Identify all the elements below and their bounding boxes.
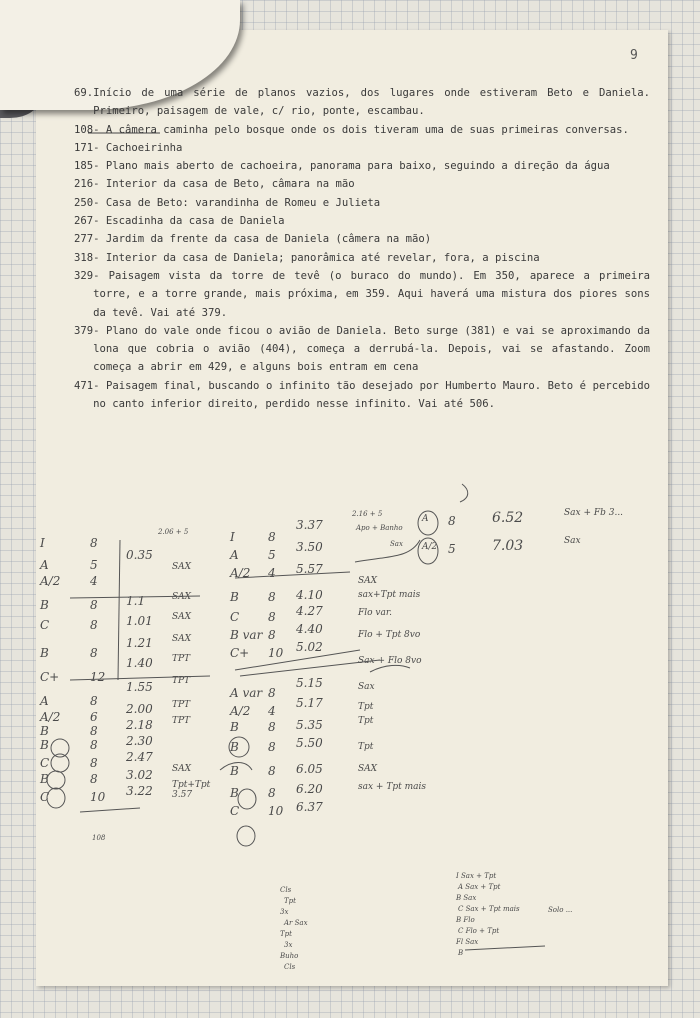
shot-entry: 318 - Interior da casa de Daniela; panorâmica até revelar, fora, a piscina	[74, 251, 540, 264]
hand-cue-letter: A	[230, 548, 239, 562]
hand-cue-letter: I	[230, 530, 235, 544]
shot-entry: 69. Início de uma série de planos vazios, dos lugares onde estiveram Beto e Daniela. Primeiro, paisagem de vale, c/ rio, ponte, escambau.	[74, 87, 650, 118]
hand-instrument: Tpt	[358, 702, 374, 712]
hand-count: 8	[90, 598, 98, 612]
hand-cue-letter: B var	[230, 628, 263, 642]
shot-entry: 185 - Plano mais aberto de cachoeira, panorama para baixo, seguindo a direção da água	[74, 160, 610, 173]
hand-instrument: SAX	[358, 764, 378, 774]
hand-time: 5.02	[296, 640, 323, 654]
hand-count: 6	[90, 710, 98, 724]
hand-time: 1.01	[126, 614, 153, 628]
hand-cue-letter: C	[230, 804, 240, 818]
hand-note: 3x	[280, 908, 289, 916]
hand-time: 1.55	[126, 680, 153, 694]
hand-count: 8	[90, 646, 98, 660]
hand-instrument: TPT	[172, 700, 191, 710]
hand-instrument: Tpt	[358, 716, 374, 726]
hand-instrument: Flo + Tpt 8vo	[358, 630, 421, 640]
hand-time: 3.37	[296, 518, 323, 532]
hand-note: Cls	[284, 963, 296, 971]
shot-entry: 329 - Paisagem vista da torre de tevê (o buraco do mundo). Em 350, aparece a primeira torre, e a torre grande, mais próxima, em 359. Aqui haverá uma mistura dos piores sons da tevê. Vai até 379.	[74, 269, 650, 319]
hand-cue-letter: B	[40, 646, 49, 660]
hand-instrument: Tpt+Tpt	[172, 780, 211, 790]
hand-count: 8	[268, 590, 276, 604]
hand-note: Fl Sax	[456, 938, 479, 946]
hand-time: 0.35	[126, 548, 153, 562]
hand-time: 5.50	[296, 736, 323, 750]
hand-cue-letter: A/2	[422, 542, 438, 552]
hand-time: 2.18	[126, 718, 153, 732]
hand-instrument: SAX	[358, 576, 378, 586]
hand-instrument: SAX	[172, 612, 192, 622]
hand-note: B	[458, 949, 464, 957]
hand-cue-letter: A/2	[230, 704, 251, 718]
hand-instrument: SAX	[172, 592, 192, 602]
hand-note: C Sax + Tpt mais	[458, 905, 520, 913]
hand-cue-letter: B	[40, 772, 49, 786]
hand-instrument: TPT	[172, 716, 191, 726]
hand-instrument: Tpt	[358, 742, 374, 752]
hand-cue-letter: A	[40, 694, 49, 708]
hand-cue-letter: B	[40, 724, 49, 738]
shot-entry: 379 - Plano do vale onde ficou o avião de Daniela. Beto surge (381) e vai se aproximando da lona que cobria o avião (404), começa a derrubá-la. Depois, vai se afastando. Zoom começa a abrir em 429, e alguns bois entram em cena	[74, 324, 650, 374]
hand-cue-letter: A/2	[40, 574, 61, 588]
hand-cue-letter: C	[40, 790, 50, 804]
shot-entry: 471 - Paisagem final, buscando o infinito tão desejado por Humberto Mauro. Beto é percebido no canto inferior direito, perdido nesse infinito. Vai até 506.	[74, 379, 650, 411]
hand-time: 5.57	[296, 562, 323, 576]
hand-instrument: 3.57	[172, 790, 193, 800]
shot-entry: 267 - Escadinha da casa de Daniela	[74, 215, 285, 228]
hand-count: 8	[268, 628, 276, 642]
hand-time: 4.27	[296, 604, 323, 618]
hand-count: 8	[90, 618, 98, 632]
hand-note: 2.06 + 5	[158, 528, 189, 536]
hand-time: 3.22	[126, 784, 153, 798]
hand-instrument: SAX	[172, 764, 192, 774]
hand-count: 8	[268, 530, 276, 544]
hand-note: 108	[92, 834, 106, 842]
hand-count: 8	[268, 764, 276, 778]
hand-count: 8	[448, 514, 456, 528]
hand-time: 3.02	[126, 768, 153, 782]
hand-note: Tpt	[284, 897, 296, 905]
hand-cue-letter: B	[230, 786, 239, 800]
hand-note: Tpt	[280, 930, 292, 938]
hand-cue-letter: B	[230, 740, 239, 754]
hand-cue-letter: B	[230, 590, 239, 604]
hand-instrument: TPT	[172, 654, 191, 664]
hand-count: 10	[268, 646, 284, 660]
hand-count: 5	[268, 548, 276, 562]
hand-time: 5.35	[296, 718, 323, 732]
hand-count: 10	[268, 804, 284, 818]
hand-time: 1.1	[126, 594, 146, 608]
hand-count: 8	[90, 772, 98, 786]
hand-note: Ar Sax	[284, 919, 308, 927]
hand-note: C Flo + Tpt	[458, 927, 500, 935]
page-number: 9	[630, 48, 638, 63]
hand-instrument: Sax + Fb 3...	[564, 508, 624, 518]
hand-cue-letter: B	[230, 720, 239, 734]
hand-cue-letter: A/2	[40, 710, 61, 724]
hand-instrument: Sax	[358, 682, 375, 692]
hand-time: 6.05	[296, 762, 323, 776]
hand-count: 4	[268, 704, 276, 718]
hand-note: 3x	[284, 941, 293, 949]
hand-note: B Flo	[456, 916, 475, 924]
hand-time: 1.21	[126, 636, 153, 650]
hand-time: 2.30	[126, 734, 153, 748]
hand-time: 6.20	[296, 782, 323, 796]
hand-instrument: Sax	[564, 536, 581, 546]
hand-count: 4	[268, 566, 276, 580]
hand-note: Solo ...	[548, 906, 573, 914]
hand-time: 3.50	[296, 540, 323, 554]
typed-shot-list	[74, 84, 650, 413]
hand-instrument: sax+Tpt mais	[358, 590, 421, 600]
hand-count: 8	[90, 694, 98, 708]
hand-time: 1.40	[126, 656, 153, 670]
hand-count: 8	[268, 610, 276, 624]
hand-cue-letter: B	[230, 764, 239, 778]
hand-time: 6.52	[492, 510, 524, 526]
hand-cue-letter: A var	[230, 686, 263, 700]
hand-count: 5	[448, 542, 456, 556]
shot-entry: 277 - Jardim da frente da casa de Daniela (câmera na mão)	[74, 233, 432, 246]
hand-count: 5	[90, 558, 98, 572]
shot-entry: 171 - Cachoeirinha	[74, 141, 183, 154]
hand-cue-letter: A/2	[230, 566, 251, 580]
hand-cue-letter: C+	[230, 646, 250, 660]
hand-note: I Sax + Tpt	[456, 872, 497, 880]
hand-note: Apo + Banho	[356, 524, 403, 532]
hand-count: 12	[90, 670, 106, 684]
hand-time: 2.00	[126, 702, 153, 716]
hand-instrument: SAX	[172, 562, 192, 572]
shot-entry: 108 - A câmera caminha pelo bosque onde os dois tiveram uma de suas primeiras conversas.	[74, 123, 629, 136]
hand-cue-letter: C+	[40, 670, 60, 684]
hand-cue-letter: C	[230, 610, 240, 624]
hand-cue-letter: C	[40, 618, 50, 632]
hand-cue-letter: I	[40, 536, 45, 550]
hand-instrument: Flo var.	[358, 608, 393, 618]
hand-cue-letter: A	[40, 558, 49, 572]
hand-note: Buho	[280, 952, 299, 960]
hand-time: 6.37	[296, 800, 323, 814]
hand-count: 8	[268, 720, 276, 734]
hand-note: B Sax	[456, 894, 477, 902]
hand-count: 8	[268, 686, 276, 700]
hand-count: 8	[268, 786, 276, 800]
hand-count: 8	[268, 740, 276, 754]
hand-time: 2.47	[126, 750, 153, 764]
hand-count: 8	[90, 756, 98, 770]
hand-time: 4.10	[296, 588, 323, 602]
hand-cue-letter: A	[422, 514, 429, 524]
hand-time: 7.03	[492, 538, 524, 554]
hand-count: 8	[90, 724, 98, 738]
hand-note: A Sax + Tpt	[458, 883, 501, 891]
hand-instrument: TPT	[172, 676, 191, 686]
hand-cue-letter: C	[40, 756, 50, 770]
shot-entry: 216 - Interior da casa de Beto, câmara na mão	[74, 178, 355, 191]
hand-note: 2.16 + 5	[352, 510, 383, 518]
hand-note: Cls	[280, 886, 292, 894]
hand-count: 4	[90, 574, 98, 588]
hand-count: 10	[90, 790, 106, 804]
hand-cue-letter: B	[40, 598, 49, 612]
hand-note: Sax	[390, 540, 403, 548]
hand-time: 5.15	[296, 676, 323, 690]
hand-instrument: Sax + Flo 8vo	[358, 656, 422, 666]
hand-time: 5.17	[296, 696, 323, 710]
hand-instrument: sax + Tpt mais	[358, 782, 426, 792]
hand-count: 8	[90, 536, 98, 550]
shot-entry: 250 - Casa de Beto: varandinha de Romeu e Julieta	[74, 196, 381, 209]
hand-time: 4.40	[296, 622, 323, 636]
hand-count: 8	[90, 738, 98, 752]
hand-cue-letter: B	[40, 738, 49, 752]
hand-instrument: SAX	[172, 634, 192, 644]
